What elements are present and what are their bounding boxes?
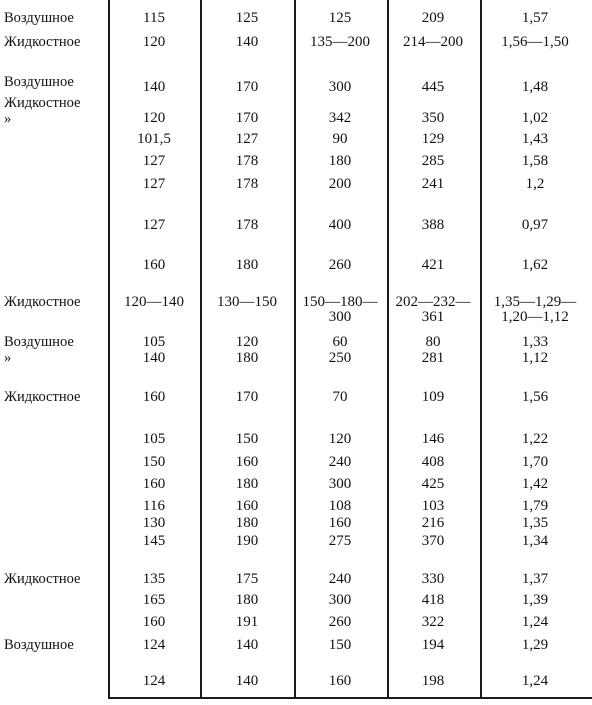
table-cell-col-3-value: 191: [235, 614, 259, 630]
table-cell-col-5-value: 408: [421, 454, 445, 470]
table-cell-col-2-value: 140: [142, 350, 166, 366]
table-cell-col-2-value: 145: [142, 533, 166, 549]
table-cell-col-4-value: 60: [332, 334, 348, 350]
table-cell-col-4-value: 300: [328, 79, 352, 95]
table-cell-col-5-value: 370: [421, 533, 445, 549]
table-cell-col-3-value: 175: [235, 571, 259, 587]
table-cell-col-2-value: 160: [142, 257, 166, 273]
table-cell-cooling-type: Жидкостное: [4, 294, 81, 310]
table-cell-col-2-value: 150: [142, 454, 166, 470]
table-cell-col-3-value: 180: [235, 592, 259, 608]
table-cell-col-3-value: 127: [235, 131, 259, 147]
table-cell-col-3-value: 170: [235, 79, 259, 95]
table-cell-col-3-value: 160: [235, 498, 259, 514]
table-cell-col-3-value: 180: [235, 350, 259, 366]
table-cell-col-4-value: 240: [328, 454, 352, 470]
table-cell-col-5-value: 209: [421, 10, 445, 26]
table-cell-col-6-value: 1,20—1,12: [501, 309, 569, 325]
table-cell-col-5-value: 146: [421, 431, 445, 447]
table-cell-col-4-value: 70: [332, 389, 348, 405]
table-cell-col-6-value: 1,22: [521, 431, 549, 447]
table-cell-col-6-value: 1,57: [521, 10, 549, 26]
table-cell-col-2-value: 165: [142, 592, 166, 608]
table-cell-col-6-value: 1,48: [521, 79, 549, 95]
table-cell-col-5-value: 103: [421, 498, 445, 514]
table-cell-col-4-value: 150—180—: [302, 294, 378, 310]
table-cell-col-6-value: 1,70: [521, 454, 549, 470]
table-cell-col-6-value: 1,34: [521, 533, 549, 549]
table-cell-col-2-value: 127: [142, 153, 166, 169]
table-cell-col-3-value: 190: [235, 533, 259, 549]
table-cell-col-6-value: 1,29: [521, 637, 549, 653]
table-cell-col-4-value: 300: [328, 592, 352, 608]
table-cell-col-5-value: 281: [421, 350, 445, 366]
table-cell-col-4-value: 250: [328, 350, 352, 366]
table-cell-col-5-value: 350: [421, 110, 445, 126]
column-divider-4: [387, 0, 389, 698]
table-cell-col-3-value: 180: [235, 476, 259, 492]
table-cell-col-4-value: 120: [328, 431, 352, 447]
table-cell-col-2-value: 160: [142, 614, 166, 630]
table-cell-col-5-value: 285: [421, 153, 445, 169]
table-cell-col-3-value: 178: [235, 217, 259, 233]
table-cell-cooling-type: Жидкостное: [4, 95, 81, 111]
table-cell-col-4-value: 275: [328, 533, 352, 549]
table-cell-col-6-value: 1,24: [521, 614, 549, 630]
table-cell-col-2-value: 160: [142, 389, 166, 405]
table-cell-col-5-value: 129: [421, 131, 445, 147]
table-cell-col-5-value: 421: [421, 257, 445, 273]
table-cell-col-6-value: 1,2: [525, 176, 545, 192]
table-cell-col-5-value: 214—200: [403, 34, 463, 50]
table-cell-col-3-value: 160: [235, 454, 259, 470]
table-cell-cooling-type: Воздушное: [4, 637, 74, 653]
table-cell-col-4-value: 160: [328, 515, 352, 531]
table-cell-col-2-value: 124: [142, 673, 166, 689]
table-cell-col-5-value: 80: [425, 334, 441, 350]
table-cell-col-3-value: 178: [235, 176, 259, 192]
table-cell-col-6-value: 1,24: [521, 673, 549, 689]
table-cell-col-2-value: 120—140: [124, 294, 184, 310]
table-cell-col-2-value: 160: [142, 476, 166, 492]
table-cell-col-3-value: 125: [235, 10, 259, 26]
table-cell-col-2-value: 135: [142, 571, 166, 587]
table-cell-col-6-value: 1,35—1,29—: [493, 294, 577, 310]
table-cell-col-5-value: 109: [421, 389, 445, 405]
table-cell-col-6-value: 0,97: [521, 217, 549, 233]
table-cell-col-3-value: 180: [235, 515, 259, 531]
table-cell-col-4-value: 342: [328, 110, 352, 126]
table-cell-col-3-value: 120: [235, 334, 259, 350]
table-cell-col-4-value: 300: [328, 476, 352, 492]
table-cell-col-3-value: 140: [235, 673, 259, 689]
table-cell-col-4-value: 135—200: [310, 34, 370, 50]
table-cell-col-6-value: 1,56—1,50: [501, 34, 569, 50]
table-cell-col-3-value: 178: [235, 153, 259, 169]
table-cell-col-4-value: 260: [328, 257, 352, 273]
table-cell-col-4-value: 240: [328, 571, 352, 587]
table-cell-cooling-type: »: [4, 111, 12, 127]
table-cell-col-2-value: 101,5: [137, 131, 171, 147]
table-cell-col-6-value: 1,35: [521, 515, 549, 531]
table-cell-col-3-value: 130—150: [217, 294, 277, 310]
table-cell-col-5-value: 418: [421, 592, 445, 608]
table-cell-col-2-value: 130: [142, 515, 166, 531]
table-cell-col-3-value: 170: [235, 110, 259, 126]
table-cell-col-6-value: 1,02: [521, 110, 549, 126]
table-cell-col-3-value: 140: [235, 637, 259, 653]
table-cell-cooling-type: Воздушное: [4, 74, 74, 90]
table-cell-col-4-value: 108: [328, 498, 352, 514]
column-divider-1: [108, 0, 110, 698]
table-cell-col-4-value: 125: [328, 10, 352, 26]
table-cell-col-6-value: 1,39: [521, 592, 549, 608]
table-cell-col-4-value: 400: [328, 217, 352, 233]
table-cell-col-2-value: 124: [142, 637, 166, 653]
table-cell-col-2-value: 105: [142, 431, 166, 447]
table-cell-col-2-value: 120: [142, 110, 166, 126]
table-cell-col-2-value: 127: [142, 176, 166, 192]
table-cell-col-2-value: 140: [142, 79, 166, 95]
table-cell-col-5-value: 361: [421, 309, 445, 325]
table-cell-col-5-value: 241: [421, 176, 445, 192]
table-cell-col-3-value: 180: [235, 257, 259, 273]
table-cell-col-4-value: 90: [332, 131, 348, 147]
table-cell-col-5-value: 425: [421, 476, 445, 492]
table-cell-col-6-value: 1,42: [521, 476, 549, 492]
table-cell-cooling-type: Жидкостное: [4, 571, 81, 587]
table-cell-col-6-value: 1,33: [521, 334, 549, 350]
table-bottom-rule: [108, 697, 592, 699]
table-cell-col-5-value: 216: [421, 515, 445, 531]
table-cell-col-3-value: 170: [235, 389, 259, 405]
table-cell-col-4-value: 160: [328, 673, 352, 689]
table-cell-col-5-value: 194: [421, 637, 445, 653]
table-cell-cooling-type: Воздушное: [4, 10, 74, 26]
table-cell-col-6-value: 1,56: [521, 389, 549, 405]
column-divider-3: [294, 0, 296, 698]
table-cell-col-2-value: 105: [142, 334, 166, 350]
table-cell-col-5-value: 445: [421, 79, 445, 95]
table-cell-col-4-value: 200: [328, 176, 352, 192]
table-cell-col-6-value: 1,43: [521, 131, 549, 147]
table-cell-col-5-value: 322: [421, 614, 445, 630]
table-cell-col-5-value: 202—232—: [395, 294, 471, 310]
table-cell-col-6-value: 1,79: [521, 498, 549, 514]
table-cell-cooling-type: Воздушное: [4, 334, 74, 350]
table-cell-cooling-type: Жидкостное: [4, 34, 81, 50]
column-divider-5: [480, 0, 482, 698]
table-cell-col-6-value: 1,58: [521, 153, 549, 169]
table-cell-cooling-type: Жидкостное: [4, 389, 81, 405]
table-cell-col-2-value: 120: [142, 34, 166, 50]
table-cell-col-4-value: 180: [328, 153, 352, 169]
table-cell-col-2-value: 115: [143, 10, 165, 26]
table-cell-col-6-value: 1,37: [521, 571, 549, 587]
table-cell-col-3-value: 140: [235, 34, 259, 50]
table-cell-col-4-value: 150: [328, 637, 352, 653]
table-cell-col-5-value: 330: [421, 571, 445, 587]
column-divider-2: [200, 0, 202, 698]
table-cell-col-4-value: 260: [328, 614, 352, 630]
table-cell-col-6-value: 1,12: [521, 350, 549, 366]
table-cell-col-4-value: 300: [328, 309, 352, 325]
table-cell-cooling-type: »: [4, 350, 12, 366]
table-cell-col-5-value: 198: [421, 673, 445, 689]
table-cell-col-3-value: 150: [235, 431, 259, 447]
table-cell-col-6-value: 1,62: [521, 257, 549, 273]
table-cell-col-2-value: 127: [142, 217, 166, 233]
table-cell-col-5-value: 388: [421, 217, 445, 233]
table-cell-col-2-value: 116: [143, 498, 165, 514]
